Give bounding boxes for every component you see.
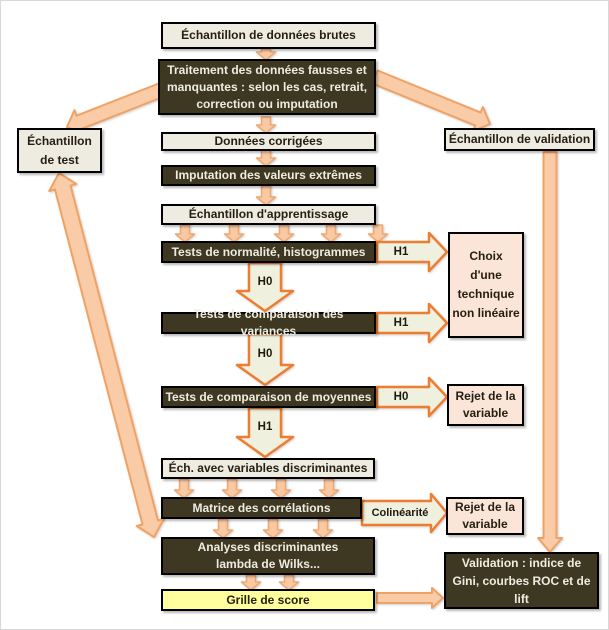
node-final-validation-label: Validation : indice de Gini, courbes ROC et de lift [452, 555, 591, 606]
node-nonlinear-technique [448, 232, 524, 338]
arrow-test-analyses-link [49, 173, 164, 537]
arrow-learning-to-normality-4 [322, 225, 341, 242]
arrow-score-to-final [377, 588, 443, 608]
label-h0-means: H0 [393, 391, 409, 403]
node-test-sample [17, 128, 102, 173]
arrow-h1-normality [377, 233, 447, 271]
node-variance-tests-label: Tests de comparaison des variances [193, 307, 344, 338]
arrow-imputation-to-learning [257, 186, 276, 205]
arrow-learning-to-normality-1 [176, 225, 195, 242]
arrow-analyses-to-score-2 [280, 575, 299, 590]
node-discriminant-analyses [161, 537, 375, 575]
arrow-corrected-to-imputation [257, 150, 276, 166]
node-learning-sample-label: Échantillon d'apprentissage [188, 207, 349, 221]
label-h0-normality-down: H0 [257, 276, 273, 288]
node-test-sample-label: Échantillon de test [27, 133, 92, 167]
node-score-grid [161, 589, 375, 611]
node-imputation-label: Imputation des valeurs extrêmes [175, 168, 362, 182]
arrow-validation-to-final [538, 152, 562, 552]
node-validation-sample-label: Échantillon de validation [448, 132, 591, 146]
node-normality-tests-label: Tests de normalité, histogrammes [171, 244, 366, 259]
node-corrected-data-label: Données corrigées [214, 134, 323, 148]
node-variance-tests [161, 307, 376, 338]
node-final-validation [444, 552, 599, 609]
arrow-discvars-to-correlation-1 [175, 479, 194, 498]
node-validation-sample [444, 128, 595, 151]
arrow-h1-variances [377, 304, 447, 342]
arrow-correlation-to-analyses-1 [214, 519, 233, 538]
label-h0-variances-down: H0 [257, 348, 273, 360]
node-reject-variable-2 [446, 497, 524, 535]
label-h1-variances: H1 [393, 317, 409, 329]
label-h1-normality: H1 [393, 246, 409, 258]
arrow-treatment-to-corrected [257, 117, 276, 133]
node-discriminant-variables-sample-label: Éch. avec variables discriminantes [168, 461, 368, 475]
node-discriminant-analyses-line2: lambda de Wilks... [216, 557, 320, 571]
node-treatment [158, 59, 376, 115]
arrow-discvars-to-correlation-2 [223, 479, 242, 498]
arrow-analyses-to-score-1 [242, 575, 261, 590]
node-imputation [161, 165, 376, 186]
arrow-learning-to-normality-3 [275, 225, 294, 242]
node-score-grid-label: Grille de score [226, 592, 310, 607]
node-reject-variable-1 [447, 384, 524, 426]
node-correlation-matrix-label: Matrice des corrélations [192, 500, 331, 515]
node-discriminant-analyses-line1: Analyses discriminantes [197, 540, 339, 554]
arrow-treatment-to-test [67, 81, 172, 135]
arrow-correlation-to-analyses-2 [264, 519, 283, 538]
node-raw-sample [161, 22, 376, 49]
node-learning-sample [161, 204, 376, 225]
node-means-tests [161, 386, 376, 408]
arrow-treatment-to-validation [372, 71, 490, 132]
arrow-learning-to-normality-5 [369, 225, 388, 242]
node-raw-sample-label: Échantillon de données brutes [181, 28, 356, 42]
node-reject-variable-2-label: Rejet de la variable [454, 500, 516, 531]
node-normality-tests [161, 241, 376, 263]
node-discriminant-variables-sample [161, 458, 375, 479]
arrow-learning-to-normality-2 [225, 225, 244, 242]
arrow-discvars-to-correlation-3 [272, 479, 291, 498]
arrow-correlation-to-analyses-3 [314, 519, 333, 538]
label-colinearity: Colinéarité [371, 507, 429, 519]
node-nonlinear-technique-label: Choix d'une technique non linéaire [452, 249, 520, 320]
arrow-h0-means [377, 378, 447, 416]
label-h1-means-down: H1 [257, 421, 273, 433]
node-corrected-data [161, 132, 376, 151]
node-reject-variable-1-label: Rejet de la variable [455, 389, 516, 420]
node-treatment-label: Traitement des données fausses et manquantes : selon les cas, retrait, correction ou imputation [166, 62, 368, 111]
node-means-tests-label: Tests de comparaison de moyennes [165, 389, 372, 404]
arrow-discvars-to-correlation-4 [320, 479, 339, 498]
node-correlation-matrix [161, 497, 362, 519]
